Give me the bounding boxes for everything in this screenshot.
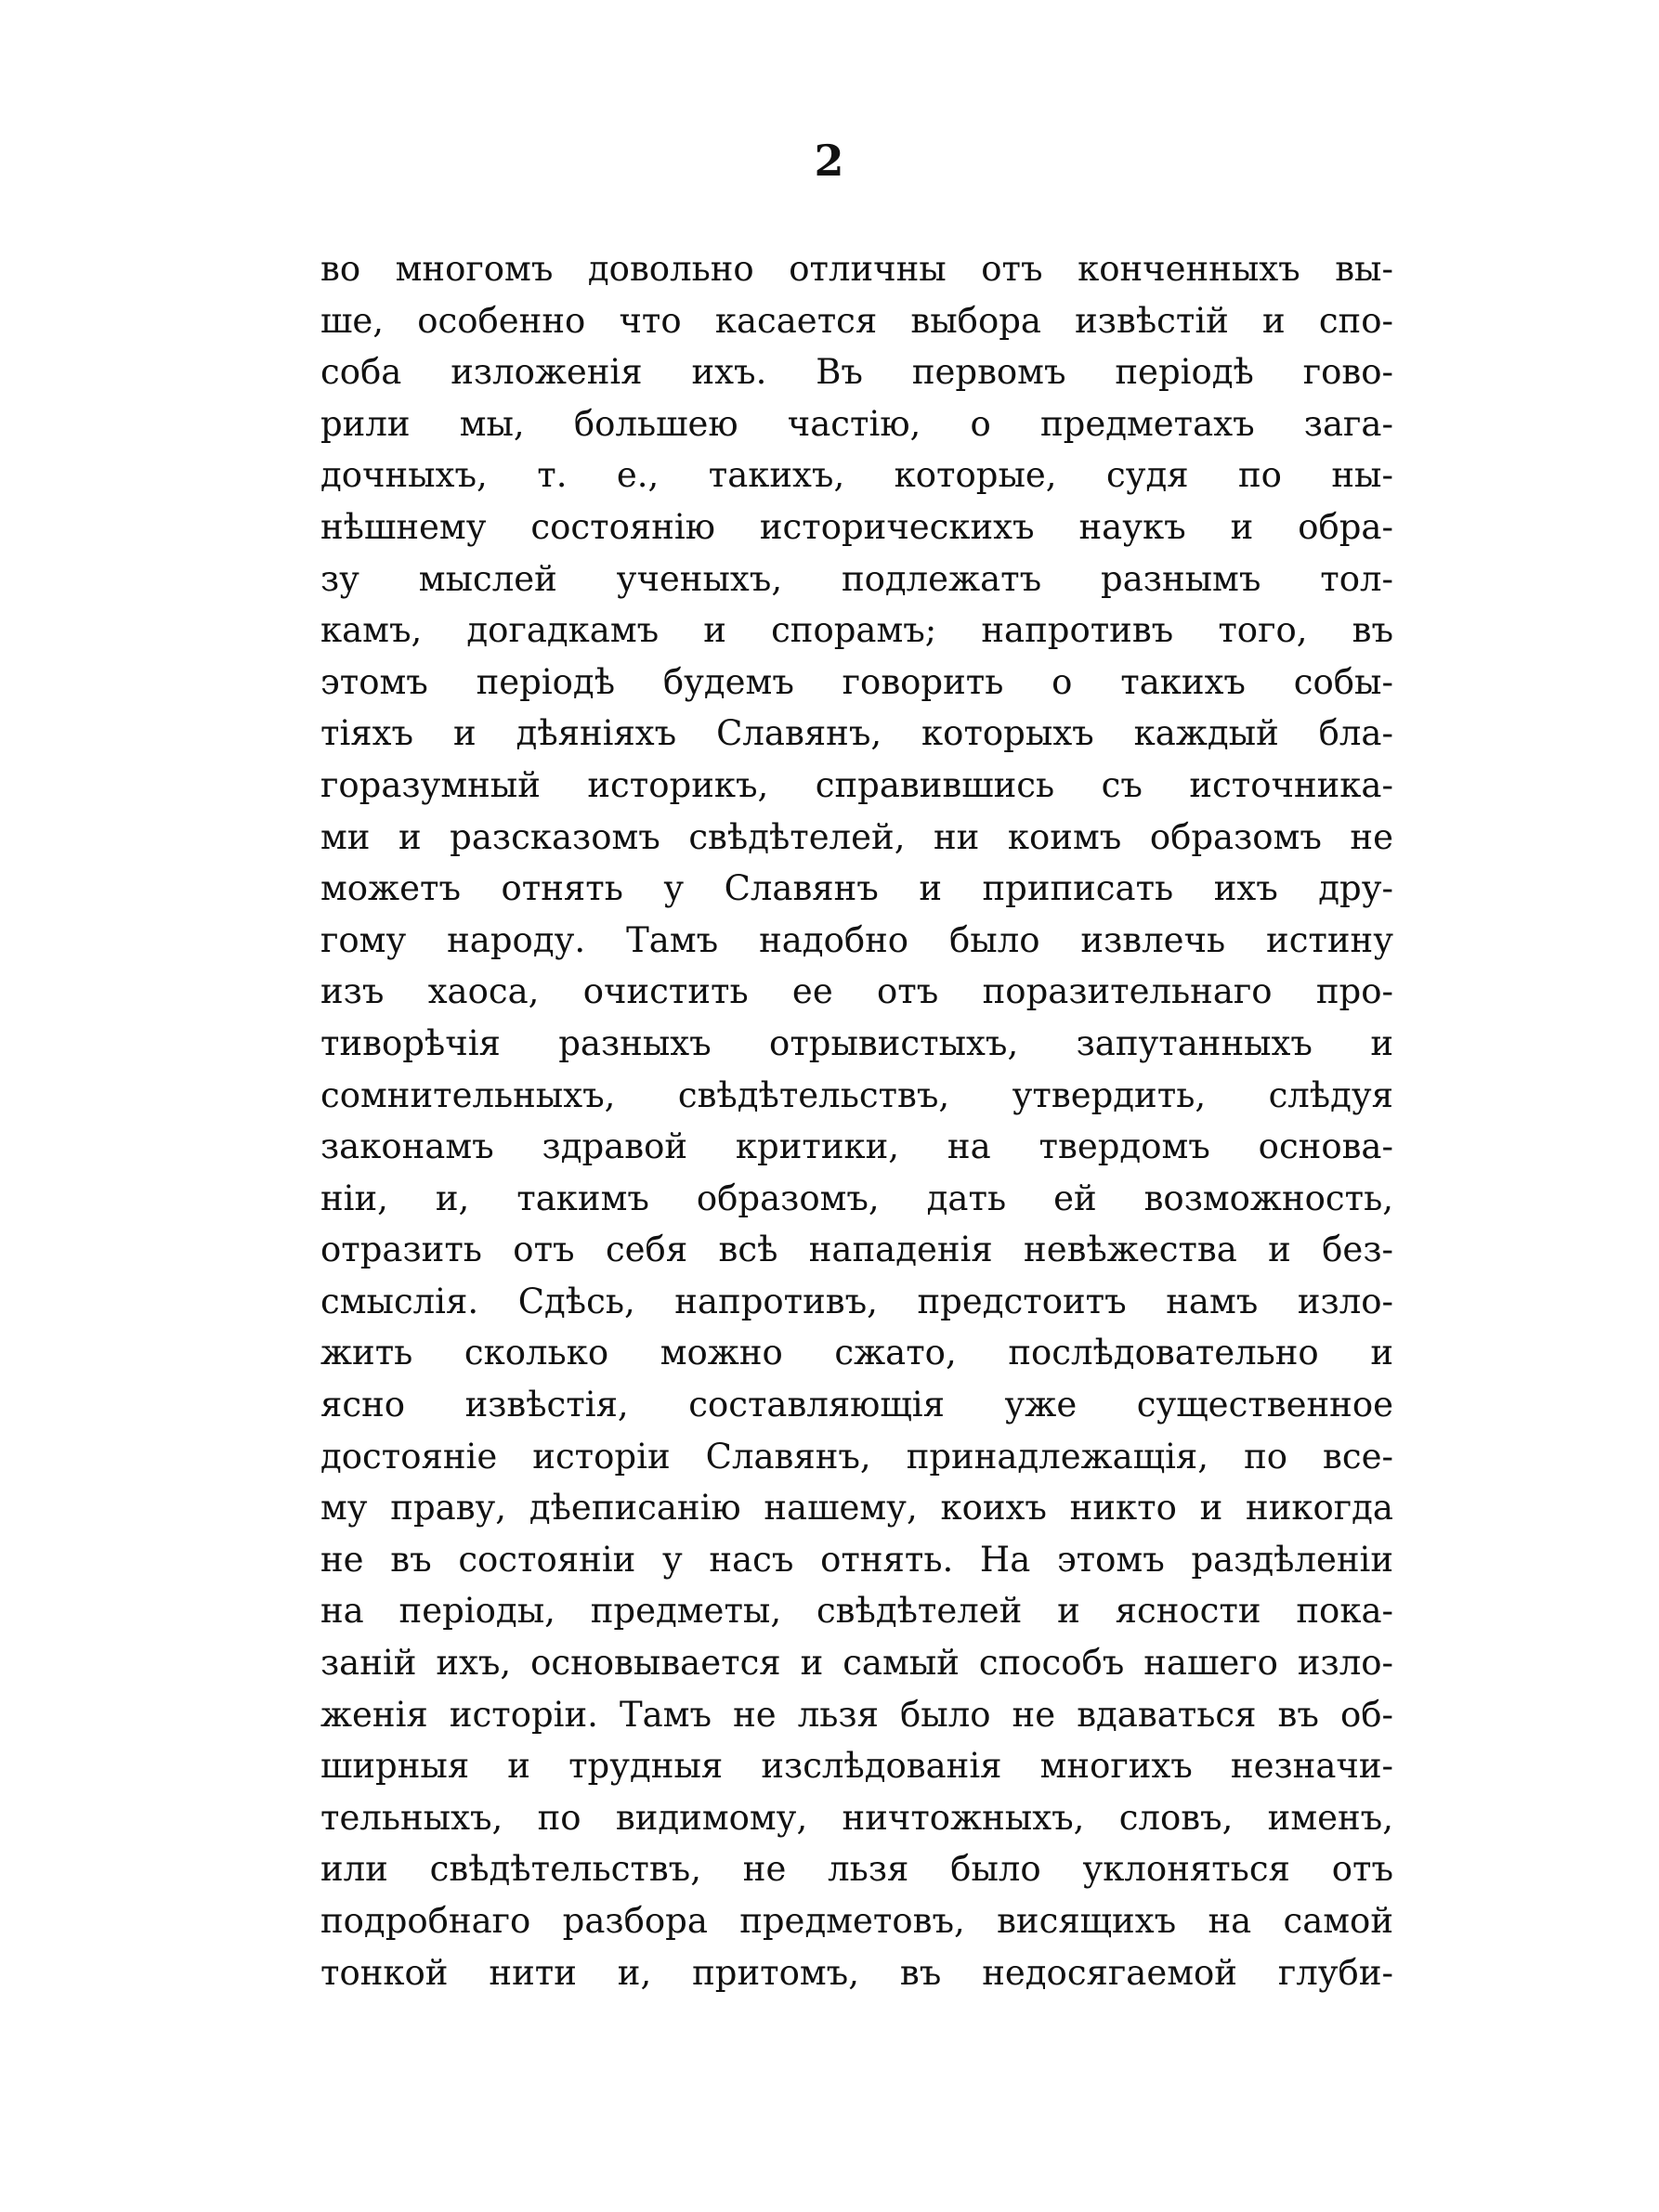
text-line: сомнительныхъ, свѣдѣтельствъ, утвердить, слѣдуя — [320, 1074, 1393, 1115]
text-line: ширныя и трудныя изслѣдованія многихъ незначи- — [320, 1746, 1393, 1787]
page-number: 2 — [814, 136, 845, 186]
text-line: достояніе исторіи Славянъ, принадлежащія, по все- — [320, 1436, 1393, 1477]
text-line: законамъ здравой критики, на твердомъ основа- — [320, 1126, 1393, 1167]
text-line: на періоды, предметы, свѣдѣтелей и ясности пока- — [320, 1591, 1393, 1632]
text-line: тельныхъ, по видимому, ничтожныхъ, словъ, именъ, — [320, 1797, 1393, 1838]
text-line: нѣшнему состоянію историческихъ наукъ и обра- — [320, 506, 1393, 547]
text-line: отразить отъ себя всѣ нападенія невѣжества и без- — [320, 1230, 1393, 1270]
text-line: камъ, догадкамъ и спорамъ; напротивъ того, въ — [320, 610, 1393, 651]
body-text — [320, 243, 1393, 1998]
text-line: соба изложенія ихъ. Въ первомъ періодѣ гово- — [320, 352, 1393, 393]
text-line: зу мыслей ученыхъ, подлежатъ разнымъ тол- — [320, 558, 1393, 599]
text-line: тонкой нити и, притомъ, въ недосягаемой глуби- — [320, 1952, 1393, 1993]
text-line: гому народу. Тамъ надобно было извлечь истину — [320, 919, 1393, 960]
text-line: не въ состояніи у насъ отнять. На этомъ раздѣленіи — [320, 1539, 1393, 1580]
text-line: или свѣдѣтельствъ, не льзя было уклоняться отъ — [320, 1849, 1393, 1890]
text-line: ясно извѣстія, составляющія уже существенное — [320, 1385, 1393, 1425]
text-line: горазумный историкъ, справившись съ источника- — [320, 764, 1393, 805]
text-line: ми и разсказомъ свѣдѣтелей, ни коимъ образомъ не — [320, 816, 1393, 857]
text-line: рили мы, большею частію, о предметахъ зага- — [320, 403, 1393, 444]
text-line: этомъ періодѣ будемъ говорить о такихъ собы- — [320, 661, 1393, 702]
text-line: жить сколько можно сжато, послѣдовательно и — [320, 1333, 1393, 1373]
text-line: заній ихъ, основывается и самый способъ нашего изло- — [320, 1643, 1393, 1684]
text-line: изъ хаоса, очистить ее отъ поразительнаго про- — [320, 971, 1393, 1012]
text-line: смыслія. Сдѣсь, напротивъ, предстоитъ намъ изло- — [320, 1281, 1393, 1321]
text-line: му праву, дѣеписанію нашему, коихъ никто и никогда — [320, 1488, 1393, 1529]
text-line: женія исторіи. Тамъ не льзя было не вдаваться въ об- — [320, 1694, 1393, 1735]
text-line: во многомъ довольно отличны отъ конченныхъ вы- — [320, 249, 1393, 289]
text-line: тиворѣчія разныхъ отрывистыхъ, запутанныхъ и — [320, 1022, 1393, 1063]
text-line: можетъ отнять у Славянъ и приписать ихъ дру- — [320, 868, 1393, 909]
text-line: тіяхъ и дѣяніяхъ Славянъ, которыхъ каждый бла- — [320, 713, 1393, 754]
text-line: нiи, и, такимъ образомъ, дать ей возможность, — [320, 1178, 1393, 1218]
text-line: дочныхъ, т. е., такихъ, которые, судя по ны- — [320, 455, 1393, 496]
text-line: подробнаго разбора предметовъ, висящихъ на самой — [320, 1901, 1393, 1941]
text-line: ше, особенно что касается выбора извѣстій и спо- — [320, 300, 1393, 341]
